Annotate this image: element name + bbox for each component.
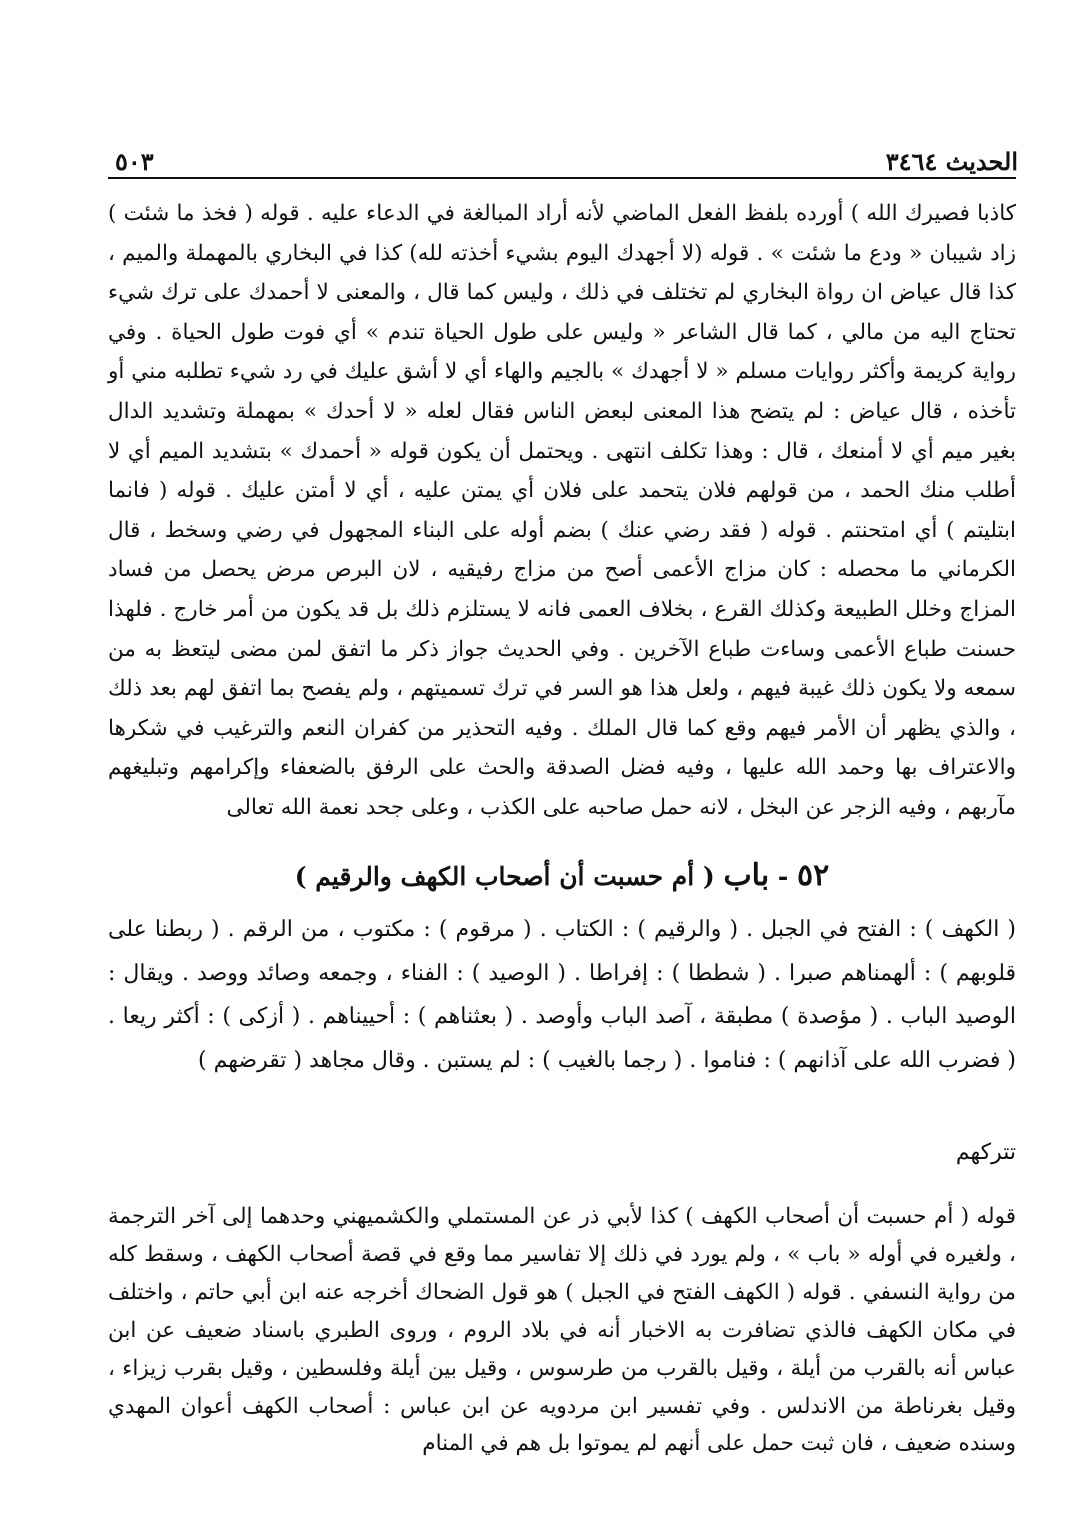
page-header — [115, 128, 1018, 176]
chapter-word: باب — [723, 858, 770, 893]
commentary-top: كاذبا فصيرك الله ) أورده بلفظ الفعل الماضي لأنه أراد المبالغة في الدعاء عليه . قوله ( فخذ ما شئت ) زاد شيبان « ودع ما شئت » . قوله (لا أجهدك اليوم بشيء أخذته لله) كذا في البخاري بالمهملة والميم ، كذا قال عياض ان رواة البخاري لم تختلف في ذلك ، وليس كما قال ، والمعنى لا أحمدك على ترك شيء تحتاج اليه من مالي ، كما قال الشاعر « وليس على طول الحياة تندم » أي فوت طول الحياة . وفي رواية كريمة وأكثر روايات مسلم « لا أجهدك » بالجيم والهاء أي لا أشق عليك في رد شيء تطلبه مني أو تأخذه ، قال عياض : لم يتضح هذا المعنى لبعض الناس فقال لعله « لا أحدك » بمهملة وتشديد الدال بغير ميم أي لا أمنعك ، قال : وهذا تكلف انتهى . ويحتمل أن يكون قوله « أحمدك » بتشديد الميم أي لا أطلب منك الحمد ، من قولهم فلان يتحمد على فلان أي يمتن عليه ، أي لا أمتن عليك . قوله ( فانما ابتليتم ) أي امتحنتم . قوله ( فقد رضي عنك ) بضم أوله على البناء المجهول في رضي وسخط ، قال الكرماني ما محصله : كان مزاج الأعمى أصح من مزاج رفيقيه ، لان البرص مرض يحصل من فساد المزاج وخلل الطبيعة وكذلك القرع ، بخلاف العمى فانه لا يستلزم ذلك بل قد يكون من أمر خارج . فلهذا حسنت طباع الأعمى وساءت طباع الآخرين . وفي الحديث جواز ذكر ما اتفق لمن مضى ليتعظ به من سمعه ولا يكون ذلك غيبة فيهم ، ولعل هذا هو السر في ترك تسميتهم ، ولم يفصح بما اتفق لهم بعد ذلك ، والذي يظهر أن الأمر فيهم وقع كما قال الملك . وفيه التحذير من كفران النعم والترغيب في شكرها والاعتراف بها وحمد الله عليها ، وفيه فضل الصدقة والحث على الرفق بالضعفاء وإكرامهم وتبليغهم مآربهم ، وفيه الزجر عن البخل ، لانه حمل صاحبه على الكذب ، وعلى جحد نعمة الله تعالى — [108, 201, 1016, 820]
chapter-text: ( الكهف ) : الفتح في الجبل . ( والرقيم ) : الكتاب . ( مرقوم ) : مكتوب ، من الرقم . ( ربطنا على قلوبهم ) : ألهمناهم صبرا . ( شططا ) : إفراطا . ( الوصيد ) : الفناء ، وجمعه وصائد ووصد . ويقال : الوصيد الباب . ( مؤصدة ) مطبقة ، آصد الباب وأوصد . ( بعثناهم ) : أحييناهم . ( أزكى ) : أكثر ريعا . ( فضرب الله على آذانهم ) : فناموا . ( رجما بالغيب ) : لم يستبن . وقال مجاهد ( تقرضهم ) — [108, 917, 1016, 1073]
chapter-title: ( أم حسبت أن أصحاب الكهف والرقيم ) — [294, 862, 715, 891]
chapter-heading — [108, 858, 1016, 902]
commentary-bottom: قوله ( أم حسبت أن أصحاب الكهف ) كذا لأبي ذر عن المستملي والكشميهني وحدهما إلى آخر الترجمة ، ولغيره في أوله « باب » ، ولم يورد في ذلك إلا تفاسير مما وقع في قصة أصحاب الكهف ، وسقط كله من رواية النسفي . قوله ( الكهف الفتح في الجبل ) هو قول الضحاك أخرجه عنه ابن أبي حاتم ، واختلف في مكان الكهف فالذي تضافرت به الاخبار أنه في بلاد الروم ، وروى الطبري باسناد ضعيف عن ابن عباس أنه بالقرب من أيلة ، وقيل بالقرب من طرسوس ، وقيل بين أيلة وفلسطين ، وقيل بقرب زيزاء ، وقيل بغرناطة من الاندلس . وفي تفسير ابن مردويه عن ابن عباس : أصحاب الكهف أعوان المهدي وسنده ضعيف ، فان ثبت حمل على أنهم لم يموتوا بل هم في المنام — [108, 1204, 1016, 1457]
header-rule — [108, 177, 1016, 179]
chapter-dash: - — [777, 862, 789, 891]
running-title: الحديث ٣٤٦٤ — [885, 147, 1018, 176]
page-number: ٥٠٣ — [115, 147, 154, 176]
chapter-number: ٥٢ — [797, 858, 830, 893]
chapter-text-continuation: تتركهم — [955, 1140, 1016, 1165]
